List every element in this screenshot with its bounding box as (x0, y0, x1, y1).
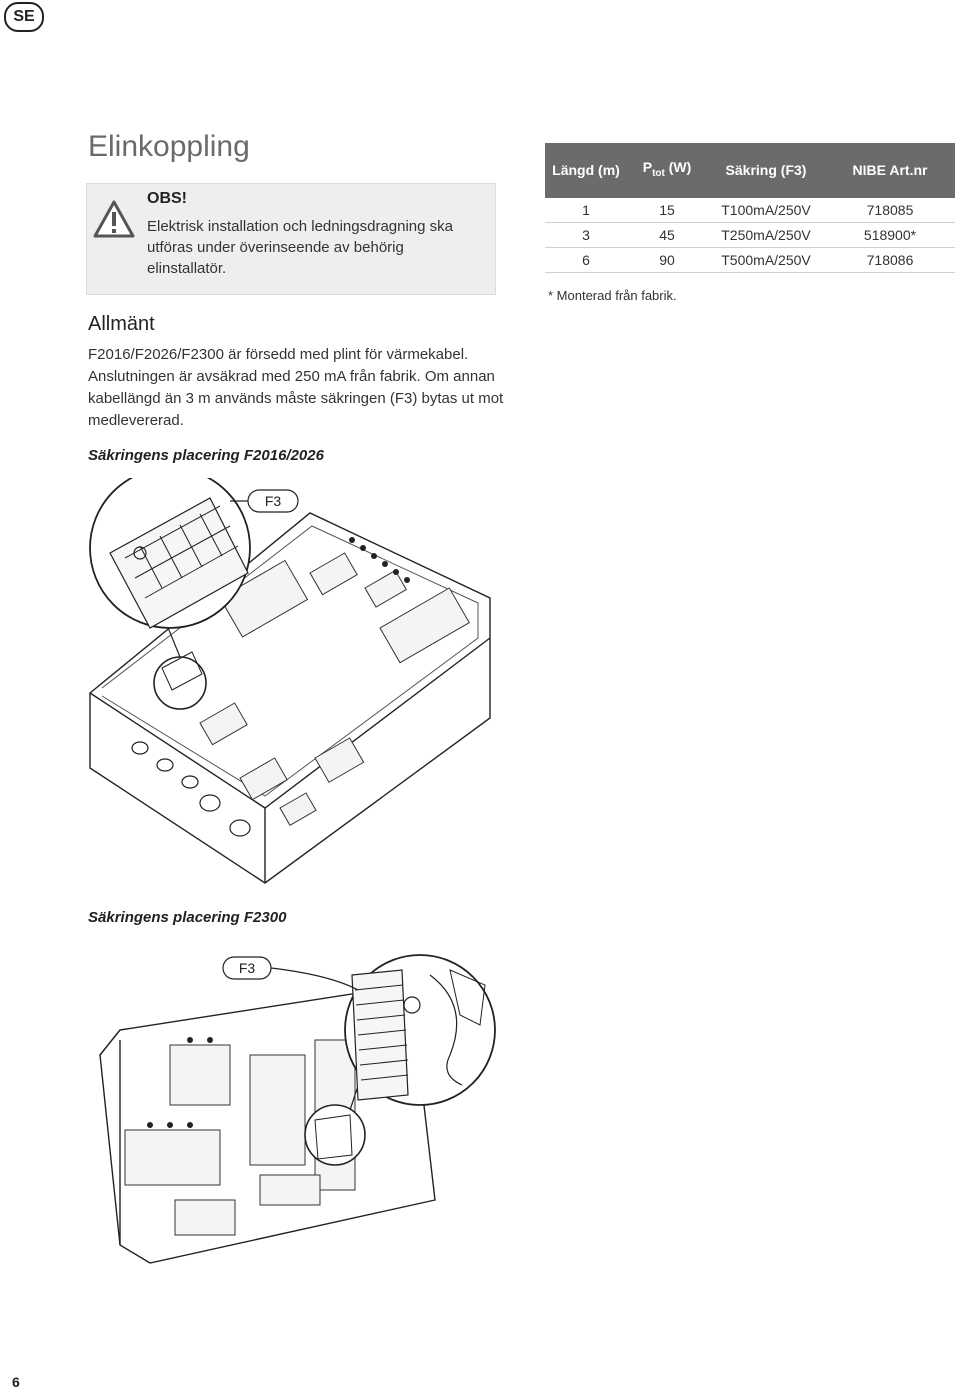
figure2-callout-label: F3 (238, 960, 256, 976)
warning-triangle-icon (93, 200, 135, 238)
page-title: Elinkoppling (88, 130, 250, 163)
table-cell: 15 (627, 198, 707, 223)
table-row (545, 198, 955, 223)
table-cell: 718085 (825, 198, 955, 223)
warning-heading: OBS! (147, 190, 187, 207)
table-cell: 6 (545, 248, 627, 273)
figure1-callout-label: F3 (264, 493, 282, 509)
table-cell: 45 (627, 223, 707, 248)
language-badge: SE (4, 2, 44, 32)
fuse-spec-table (545, 143, 955, 273)
table-cell: T500mA/250V (707, 248, 825, 273)
table-cell: 1 (545, 198, 627, 223)
figure1-caption: Säkringens placering F2016/2026 (88, 447, 324, 464)
figure1-drawing (80, 478, 505, 888)
figure2-caption: Säkringens placering F2300 (88, 909, 287, 926)
col-header-length: Längd (m) (545, 143, 627, 198)
body-paragraph: F2016/F2026/F2300 är försedd med plint för värmekabel. Anslutningen är avsäkrad med 250 mA från fabrik. Om annan kabellängd än 3 m används måste säkringen (F3) bytas ut mot medlevererad. (88, 346, 504, 429)
table-cell: T100mA/250V (707, 198, 825, 223)
section-heading: Allmänt (88, 313, 155, 335)
table-row (545, 248, 955, 273)
table-cell: 718086 (825, 248, 955, 273)
figure2-drawing (90, 945, 500, 1270)
table-row (545, 223, 955, 248)
table-footnote: * Monterad från fabrik. (548, 288, 677, 303)
table-cell: 518900* (825, 223, 955, 248)
page-number: 6 (12, 1374, 20, 1390)
col-header-article: NIBE Art.nr (825, 143, 955, 198)
table-cell: 3 (545, 223, 627, 248)
table-cell: 90 (627, 248, 707, 273)
col-header-power: $P_{tot}$ (W) (627, 143, 707, 198)
table-cell: T250mA/250V (707, 223, 825, 248)
col-header-fuse: Säkring (F3) (707, 143, 825, 198)
warning-text: Elektrisk installation och ledningsdragning ska utföras under överinseende av behörig elinstallatör. (147, 218, 454, 277)
warning-box (86, 183, 496, 295)
